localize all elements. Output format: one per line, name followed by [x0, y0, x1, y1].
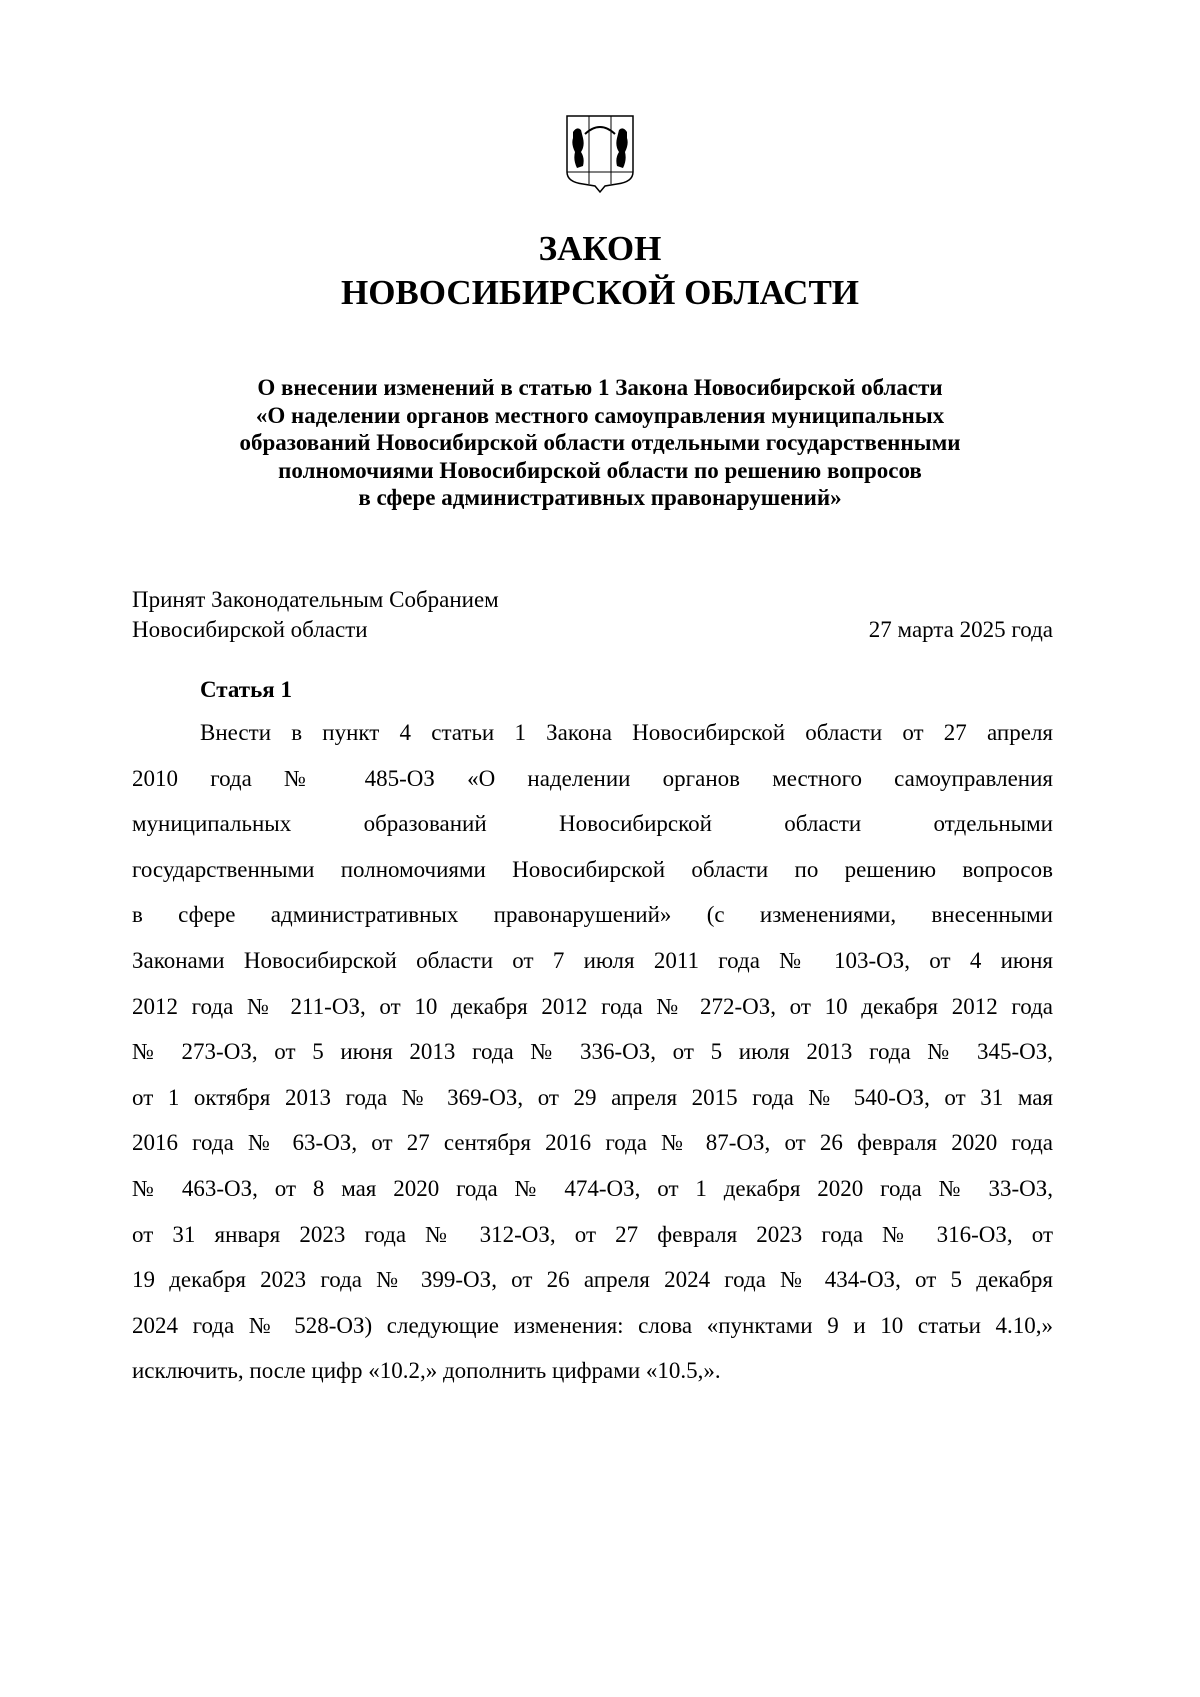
article-line: 2016 года № 63-ОЗ, от 27 сентября 2016 года № 87-ОЗ, от 26 февраля 2020 года	[132, 1130, 1053, 1156]
article-line: 2012 года № 211-ОЗ, от 10 декабря 2012 года № 272-ОЗ, от 10 декабря 2012 года	[132, 993, 1053, 1019]
article-title: Статья 1	[200, 677, 292, 702]
article-line: в сфере административных правонарушений» (с изменениями, внесенными	[132, 902, 1053, 928]
article-line: от 1 октября 2013 года № 369-ОЗ, от 29 апреля 2015 года № 540-ОЗ, от 31 мая	[132, 1084, 1053, 1110]
subject-line: «О наделении органов местного самоуправления муниципальных	[255, 402, 945, 428]
article-line: от 31 января 2023 года № 312-ОЗ, от 27 февраля 2023 года № 316-ОЗ, от	[132, 1221, 1053, 1247]
article-line: 19 декабря 2023 года № 399-ОЗ, от 26 апреля 2024 года № 434-ОЗ, от 5 декабря	[132, 1267, 1053, 1293]
coat-of-arms-icon	[555, 112, 645, 194]
article-line: № 463-ОЗ, от 8 мая 2020 года № 474-ОЗ, от 1 декабря 2020 года № 33-ОЗ,	[132, 1175, 1053, 1201]
article-line: Внести в пункт 4 статьи 1 Закона Новосибирской области от 27 апреля	[200, 720, 1053, 745]
article-line: государственными полномочиями Новосибирской области по решению вопросов	[132, 856, 1053, 882]
subject-line: полномочиями Новосибирской области по решению вопросов	[278, 457, 922, 483]
article-line: № 273-ОЗ, от 5 июня 2013 года № 336-ОЗ, от 5 июля 2013 года № 345-ОЗ,	[132, 1039, 1053, 1065]
article-line: 2024 года № 528-ОЗ) следующие изменения: слова «пунктами 9 и 10 статьи 4.10,»	[132, 1312, 1053, 1338]
law-subject-heading	[130, 374, 1070, 512]
article-line: 2010 года № 485-ОЗ «О наделении органов местного самоуправления	[132, 765, 1053, 791]
adoption-line: Принят Законодательным Собранием	[132, 587, 499, 612]
adoption-authority	[132, 585, 499, 645]
article-body	[132, 718, 1053, 1402]
region-title: НОВОСИБИРСКОЙ ОБЛАСТИ	[340, 273, 860, 312]
subject-line: О внесении изменений в статью 1 Закона Новосибирской области	[257, 375, 943, 400]
adoption-line: Новосибирской области	[132, 617, 368, 642]
article-line: исключить, после цифр «10.2,» дополнить цифрами «10.5,».	[132, 1358, 721, 1384]
adoption-date: 27 марта 2025 года	[868, 617, 1053, 642]
article-line: муниципальных образований Новосибирской области отдельными	[132, 811, 1053, 837]
article-line: Законами Новосибирской области от 7 июля 2011 года № 103-ОЗ, от 4 июня	[132, 947, 1053, 973]
document-type-title: ЗАКОН	[538, 229, 662, 268]
subject-line: в сфере административных правонарушений»	[358, 485, 842, 510]
subject-line: образований Новосибирской области отдельными государственными	[239, 430, 961, 455]
